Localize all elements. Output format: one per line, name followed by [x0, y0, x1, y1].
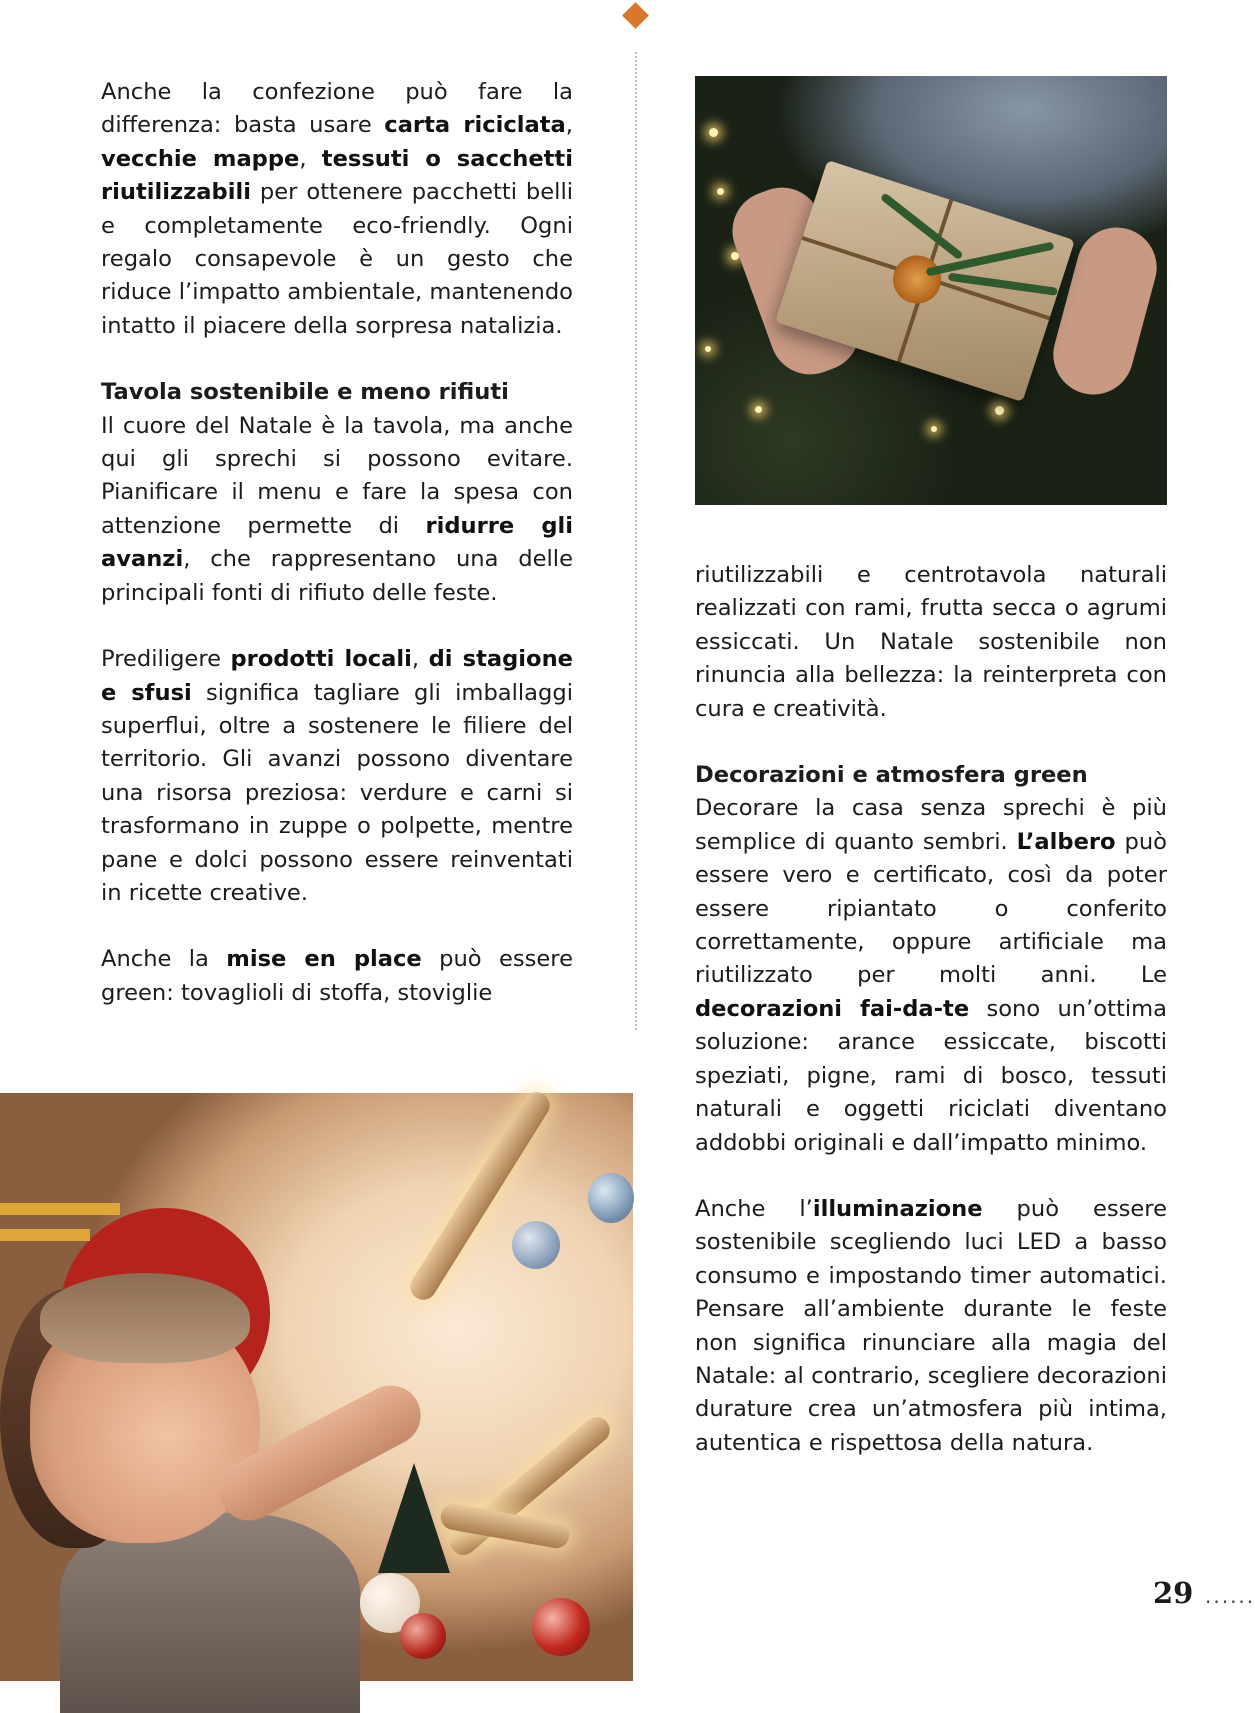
bold-phrase: mise en place [226, 946, 422, 973]
ornament-ball [532, 1598, 590, 1656]
text-run: , [565, 112, 573, 139]
text-run: Prediligere [101, 646, 231, 673]
right-text-column [695, 559, 1167, 1460]
tavola-paragraph-3 [101, 943, 573, 1010]
text-run: Anche la [101, 946, 227, 973]
text-run: può essere sostenibile scegliendo luci LED a basso consumo e impostando timer automatici. Pensare all’ambiente durante le feste non significa rinunciare alla magia del Natale: al contrario, scegliere decorazioni durature crea un’atmosfera più intima, autentica e rispettosa della natura. [695, 1195, 1167, 1456]
decorazioni-paragraph-1 [695, 792, 1167, 1159]
text-run: per ottenere pacchetti belli e completamente eco-friendly. Ogni regalo consapevole è un gesto che riduce l’impatto ambientale, mantenendo intatto il piacere della sorpresa natalizia. [101, 179, 573, 339]
text-run: può essere vero e certificato, così da poter essere ripiantato o conferito correttamente, oppure artificiale ma riutilizzato per molti anni. Le [695, 828, 1168, 989]
bold-phrase: di stagione e sfusi [101, 646, 573, 706]
page-number-dots: ...... [1205, 1584, 1255, 1608]
ornament-ball [588, 1173, 634, 1223]
decorazioni-paragraph-2 [695, 1193, 1167, 1460]
bold-phrase: vecchie mappe [101, 145, 300, 172]
ornament-ball [400, 1613, 446, 1659]
bold-phrase: decorazioni fai-da-te [695, 995, 970, 1022]
decorative-diamond-icon [622, 2, 649, 29]
continuation-paragraph [695, 559, 1167, 726]
deer-mask [40, 1273, 250, 1363]
text-run: può essere green: tovaglioli di stoffa, stoviglie [101, 946, 573, 1006]
text-run: Anche l’ [695, 1195, 813, 1222]
text-run: sono un’ottima soluzione: arance essiccate, biscotti speziati, pigne, rami di bosco, tessuti naturali e oggetti riciclati diventano addobbi originali e dall’impatto minimo. [695, 995, 1167, 1156]
section-heading-tavola: Tavola sostenibile e meno rifiuti [101, 379, 509, 406]
text-run: Decorare la casa senza sprechi è più semplice di quanto sembri. [695, 795, 1167, 855]
text-run: Anche la confezione può fare la differenza: basta usare [101, 79, 573, 139]
ornament-ball [512, 1221, 560, 1269]
text-run: , [299, 145, 322, 172]
text-run: , che rappresentano una delle principali fonti di rifiuto delle feste. [101, 546, 573, 606]
intro-paragraph [101, 76, 573, 343]
page-number: 29 [1153, 1576, 1194, 1610]
bold-phrase: L’albero [1016, 828, 1116, 855]
felt-tree-ornament [378, 1463, 450, 1573]
bold-phrase: ridurre gli avanzi [101, 512, 573, 573]
column-divider [635, 52, 637, 1030]
bold-phrase: prodotti locali [230, 646, 412, 673]
section-heading-decorazioni: Decorazioni e atmosfera green [695, 762, 1088, 789]
text-run: , [411, 646, 429, 673]
tavola-paragraph-2 [101, 643, 573, 910]
bold-phrase: illuminazione [812, 1195, 983, 1222]
bold-phrase: tessuti o sacchetti riutilizzabili [101, 145, 573, 206]
bold-phrase: carta riciclata [384, 112, 566, 139]
dried-orange-slice [887, 249, 947, 309]
tavola-paragraph-1 [101, 410, 573, 610]
child-decorating-photo [0, 1093, 633, 1681]
gift-photo [695, 76, 1167, 505]
text-run: riutilizzabili e centrotavola naturali realizzati con rami, frutta secca o agrumi essiccati. Un Natale sostenibile non rinuncia alla bellezza: la reinterpreta con cura e creatività. [695, 562, 1167, 722]
text-run: significa tagliare gli imballaggi superflui, oltre a sostenere le filiere del territorio. Gli avanzi possono diventare una risorsa preziosa: verdure e carni si trasformano in zuppe o polpette, mentre pane e dolci possono essere reinventati in ricette creative. [101, 679, 573, 906]
left-text-column [101, 76, 573, 1010]
text-run: Il cuore del Natale è la tavola, ma anche qui gli sprechi si possono evitare. Pianificare il menu e fare la spesa con attenzione permette di [101, 412, 573, 539]
